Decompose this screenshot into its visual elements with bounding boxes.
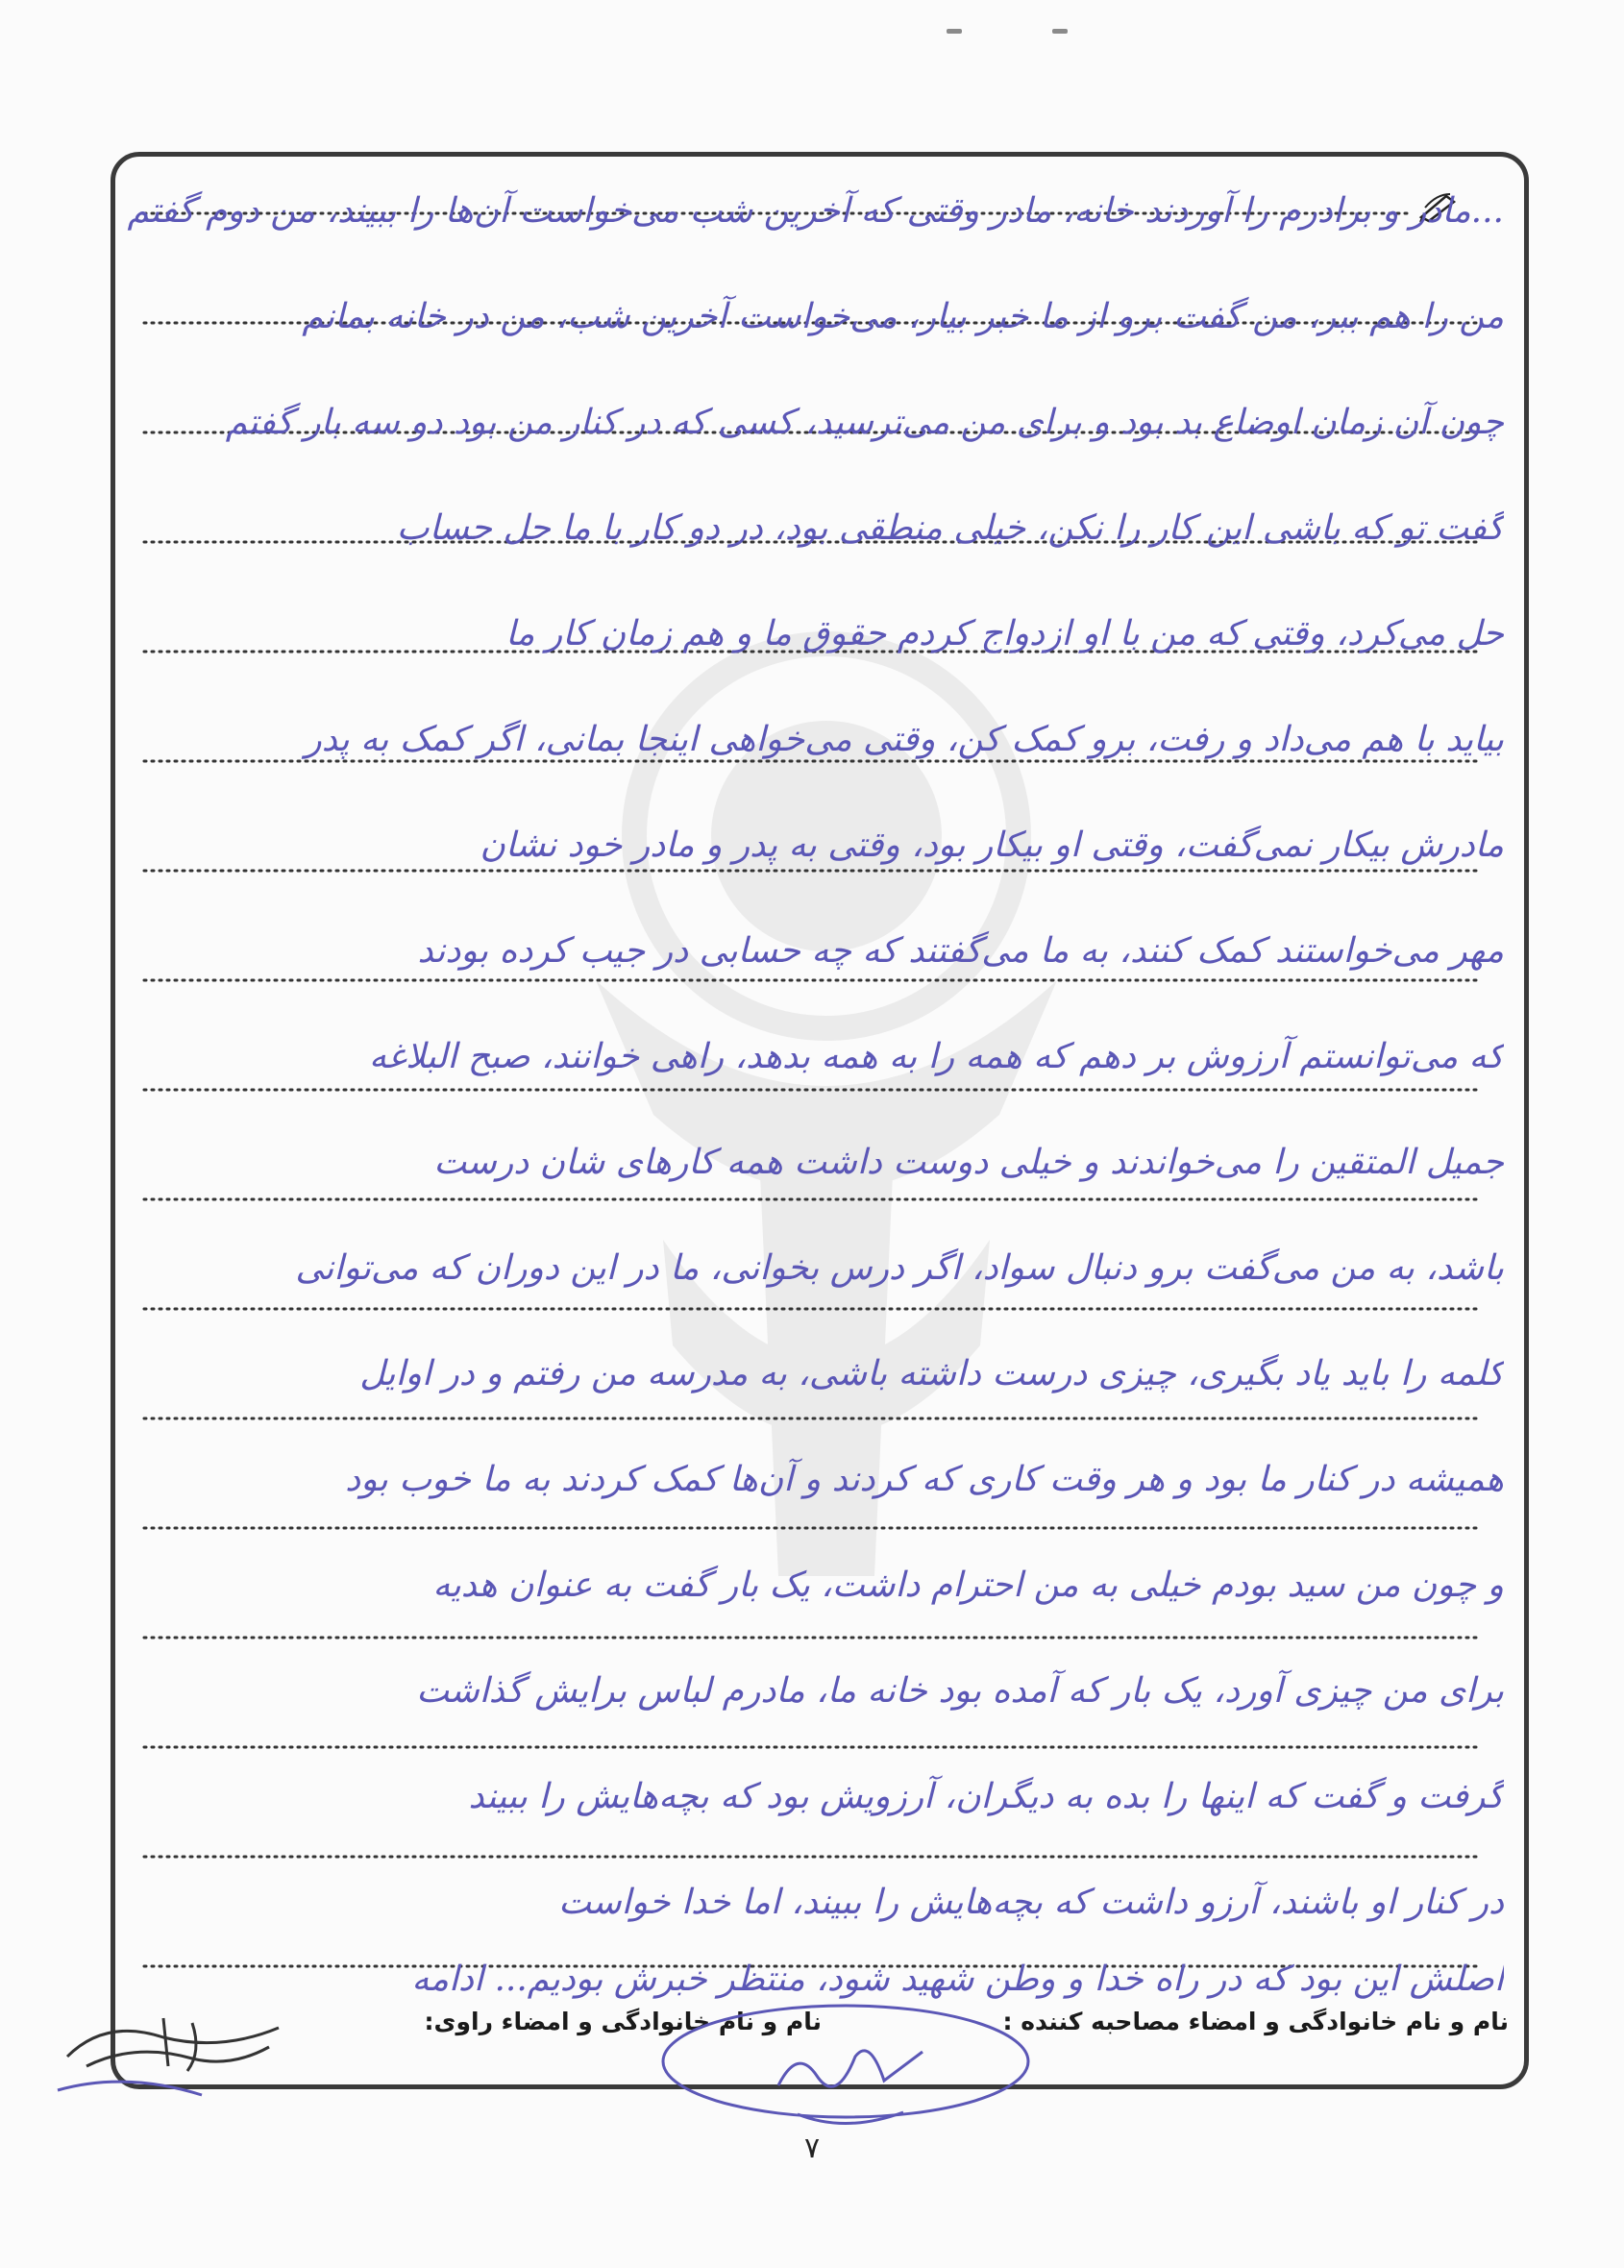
handwritten-line: گفت تو که باشی این کار را نکن، خیلی منطقی بود، در دو کار با ما حل حساب (396, 508, 1504, 548)
interviewer-signature-label: نام و نام خانوادگی و امضاء مصاحبه کننده : (1002, 2008, 1509, 2035)
handwritten-line: مادرش بیکار نمی‌گفت، وقتی او بیکار بود، وقتی به پدر و مادر خود نشان (480, 826, 1504, 865)
handwritten-line: همیشه در کنار ما بود و هر وقت کاری که کردند و آن‌ها کمک کردند به ما خوب بود (345, 1460, 1504, 1499)
handwritten-line: گرفت و گفت که اینها را بده به دیگران، آرزویش بود که بچه‌هایش را ببیند (468, 1777, 1504, 1816)
handwritten-line: ...مادر و برادرم را آوردند خانه، مادر وقتی که آخرین شب می‌خواست آن‌ها را ببیند، من دوم گفتم (127, 191, 1504, 231)
handwritten-line: جمیل المتقین را می‌خواندند و خیلی دوست داشت همه کارهای شان درست (433, 1143, 1504, 1182)
handwritten-line: مهر می‌خواستند کمک کنند، به ما می‌گفتند که چه حسابی در جیب کرده بودند (417, 931, 1504, 971)
handwritten-line: باشد، به من می‌گفت برو دنبال سواد، اگر درس بخوانی، ما در این دوران که می‌توانی (295, 1248, 1504, 1288)
handwritten-line: من را هم ببر، من گفت برو از ما خبر بیار، می‌خواست آخرین شب، من در خانه بمانم (302, 297, 1504, 336)
page-number: ۷ (803, 2132, 821, 2165)
handwritten-line: چون آن زمان اوضاع بد بود و برای من می‌ترسید، کسی که در کنار من بود دو سه بار گفتم (225, 403, 1504, 442)
handwritten-line: که می‌توانستم آرزوش بر دهم که همه را به همه بدهد، راهی خوانند، صبح البلاغه (369, 1037, 1504, 1076)
narrator-signature-label: نام و نام خانوادگی و امضاء راوی: (424, 2008, 822, 2035)
handwritten-line: کلمه را باید یاد بگیری، چیزی درست داشته باشی، به مدرسه من رفتم و در اوایل (359, 1354, 1504, 1393)
interviewer-signature (653, 1999, 1057, 2143)
handwritten-line: بیاید با هم می‌داد و رفت، برو کمک کن، وقتی می‌خواهی اینجا بمانی، اگر کمک به پدر (305, 720, 1504, 759)
handwritten-line: حل می‌کرد، وقتی که من با او ازدواج کردم حقوق ما و هم زمان کار ما (505, 614, 1504, 653)
handwritten-line: اصلش این بود که در راه خدا و وطن شهید شود، منتظر خبرش بودیم... ادامه (411, 1960, 1504, 1999)
handwritten-text (91, 183, 1504, 2009)
narrator-signature (48, 1999, 298, 2105)
handwritten-line: در کنار او باشند، آرزو داشت که بچه‌هایش را ببیند، اما خدا خواست (558, 1883, 1504, 1922)
handwritten-line: و چون من سید بودم خیلی به من احترام داشت، یک بار گفت به عنوان هدیه (432, 1565, 1504, 1605)
handwritten-line: برای من چیزی آورد، یک بار که آمده بود خانه ما، مادرم لباس برایش گذاشت (416, 1671, 1504, 1711)
